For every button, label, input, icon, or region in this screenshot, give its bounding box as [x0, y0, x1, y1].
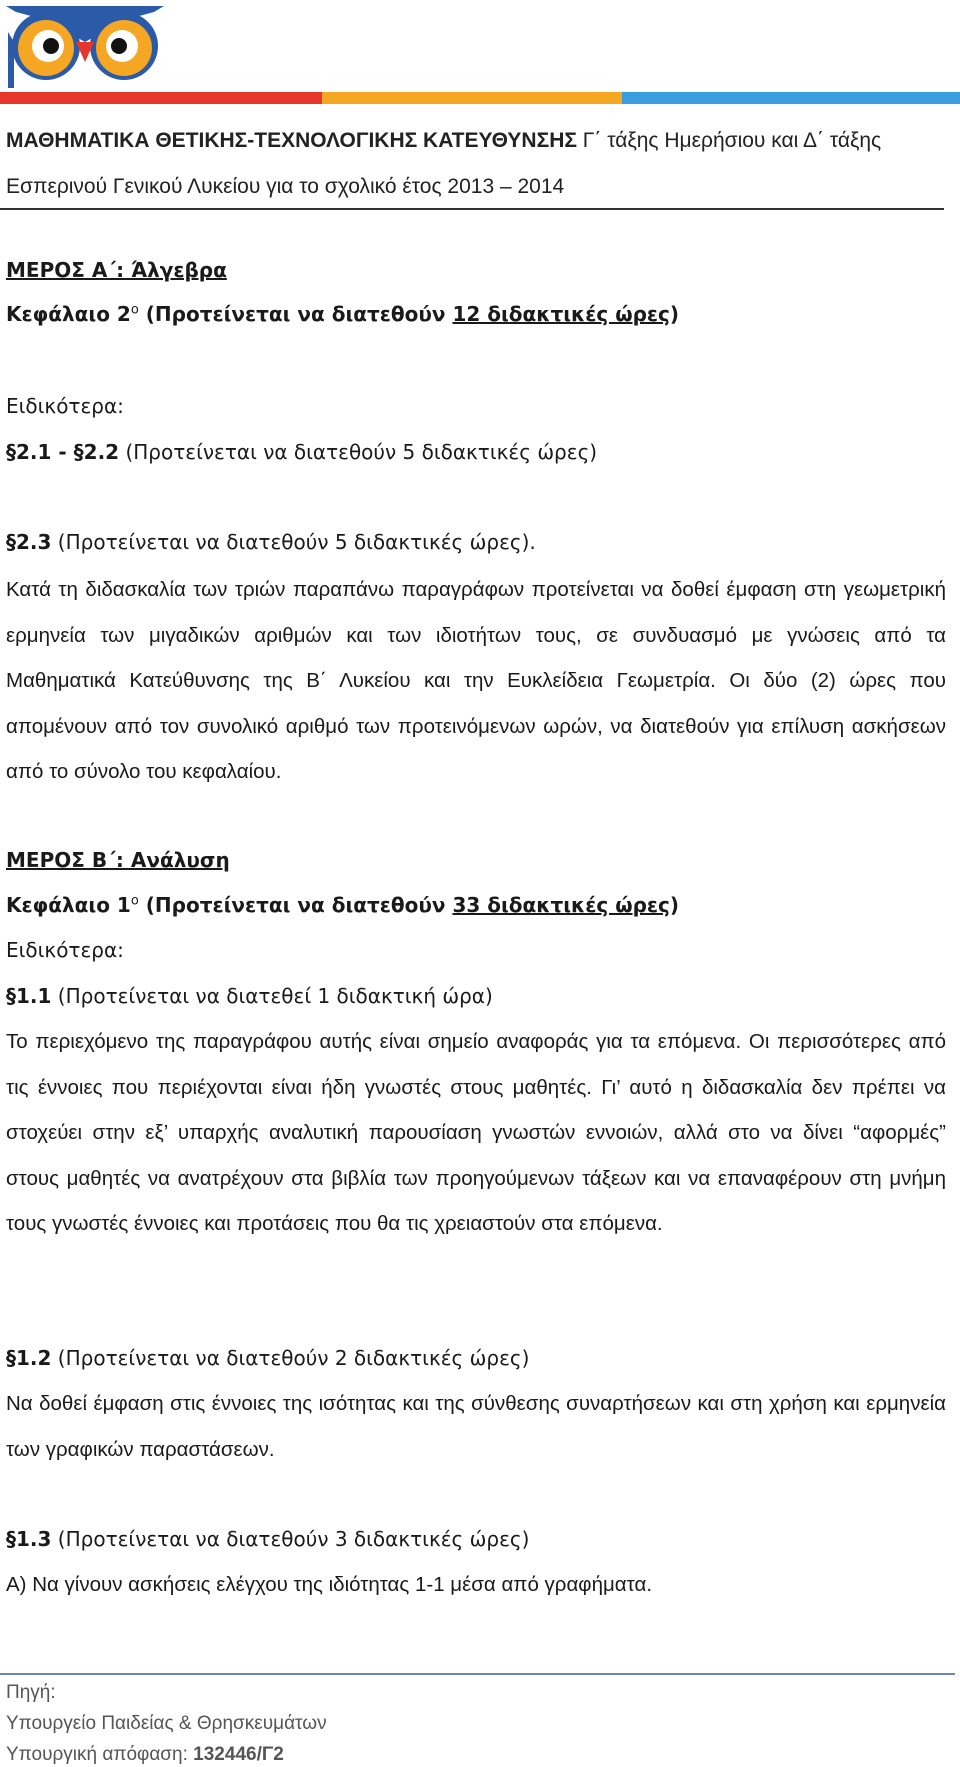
part-b-chapter-post: ) — [669, 893, 680, 917]
section-num-2-3: 2.3 — [16, 530, 52, 554]
color-bar-orange-segment — [322, 92, 622, 104]
section-num-1-1: 1.1 — [16, 984, 52, 1008]
footer-divider — [0, 1673, 955, 1675]
document-title-bold: ΜΑΘΗΜΑΤΙΚΑ ΘΕΤΙΚΗΣ-ΤΕΧΝΟΛΟΓΙΚΗΣ ΚΑΤΕΥΘΥΝΣΗΣ — [6, 129, 577, 152]
part-b-section-1-3 — [6, 1527, 529, 1551]
part-a-heading: ΜΕΡΟΣ Α΄: Άλγεβρα — [6, 258, 227, 282]
part-a-chapter-sup: ο — [130, 302, 139, 318]
footer-decision — [6, 1744, 284, 1766]
section-text: (Προτείνεται να διατεθούν 5 διδακτικές ώρες) — [119, 440, 598, 464]
part-b-chapter-hours: 33 διδακτικές ώρες — [452, 893, 670, 917]
section-text: (Προτείνεται να διατεθεί 1 διδακτική ώρα) — [51, 984, 493, 1008]
section-symbol: § — [6, 1346, 16, 1370]
section-text: (Προτείνεται να διατεθούν 5 διδακτικές ώρες). — [51, 530, 536, 554]
section-num-2-1: 2.1 — [16, 440, 52, 464]
part-b-chapter-sup: ο — [130, 893, 139, 909]
document-title — [6, 118, 946, 210]
section-num-2-2: 2.2 — [83, 440, 120, 464]
section-1-3-body: Α) Να γίνουν ασκήσεις ελέγχου της ιδιότητας 1-1 μέσα από γραφήματα. — [6, 1573, 653, 1596]
footer-decision-num: 132446/Γ2 — [193, 1744, 284, 1765]
part-a-paragraph: Κατά τη διδασκαλία των τριών παραπάνω παραγράφων προτείνεται να δοθεί έμφαση στη γεωμετρική ερμηνεία των μιγαδικών αριθμών και των ιδιοτήτων τους, σε συνδυασμό με γνώσεις από τα Μαθηματικά Κατεύθυνσης της Β΄ Λυκείου και την Ευκλείδεια Γεωμετρία. Οι δύο (2) ώρες που απομένουν από τον συνολικό αριθμό των προτεινόμενων ωρών, να διατεθούν για επίλυση ασκήσεων από το σύνολο του κεφαλαίου. — [6, 578, 946, 783]
part-b-chapter-pre: Κεφάλαιο 1 — [6, 893, 131, 917]
part-b-specifically: Ειδικότερα: — [6, 938, 124, 962]
part-a-section-2-3 — [6, 530, 536, 554]
section-1-1-body: Το περιεχόμενο της παραγράφου αυτής είναι σημείο αναφοράς για τα επόμενα. Οι περισσότερες από τις έννοιες που περιέχονται είναι ήδη γνωστές στους μαθητές. Γι’ αυτό η διδασκαλία δεν πρέπει να στοχεύει στην εξ’ υπαρχής αναλυτική παρουσίαση γνωστών εννοιών, αλλά στο να δίνει “αφορμές” στους μαθητές να ανατρέχουν στα βιβλία των προηγούμενων τάξεων και να επαναφέρουν στη μνήμη τους γνωστές έννοιες και προτάσεις που θα τις χρειαστούν στα επόμενα. — [6, 1030, 946, 1235]
part-b-chapter-mid: (Προτείνεται να διατεθούν — [138, 893, 453, 917]
footer-source-label: Πηγή: — [6, 1682, 56, 1703]
section-text: (Προτείνεται να διατεθούν 3 διδακτικές ώρες) — [51, 1527, 530, 1551]
part-a-chapter-hours: 12 διδακτικές ώρες — [452, 302, 670, 326]
section-symbol: § — [6, 984, 16, 1008]
part-b-heading: ΜΕΡΟΣ Β΄: Ανάλυση — [6, 848, 230, 872]
owl-logo-icon — [4, 2, 166, 90]
section-symbol: § — [6, 1527, 16, 1551]
part-b-chapter — [6, 893, 679, 917]
color-bar-blue-segment — [622, 92, 960, 104]
header-divider — [0, 208, 944, 210]
footer-decision-label: Υπουργική απόφαση: — [6, 1744, 194, 1765]
part-a-chapter — [6, 302, 679, 326]
part-b-section-1-2 — [6, 1346, 529, 1370]
section-num-1-3: 1.3 — [16, 1527, 52, 1551]
part-a-chapter-post: ) — [669, 302, 680, 326]
section-text: (Προτείνεται να διατεθούν 2 διδακτικές ώρες) — [51, 1346, 530, 1370]
section-sep: - § — [51, 440, 84, 464]
footer-ministry: Υπουργείο Παιδείας & Θρησκευμάτων — [6, 1713, 327, 1734]
part-a-specifically: Ειδικότερα: — [6, 394, 124, 418]
part-a-chapter-pre: Κεφάλαιο 2 — [6, 302, 131, 326]
section-symbol: § — [6, 530, 16, 554]
document-title-rest: Γ΄ τάξης Ημερήσιου και Δ΄ τάξης Εσπερινού Γενικού Λυκείου για το σχολικό έτος 2013 – 2014 — [6, 129, 882, 198]
section-num-1-2: 1.2 — [16, 1346, 52, 1370]
part-a-chapter-mid: (Προτείνεται να διατεθούν — [138, 302, 453, 326]
header-color-bar — [0, 92, 960, 104]
part-b-section-1-1 — [6, 984, 493, 1008]
section-1-2-body: Να δοθεί έμφαση στις έννοιες της ισότητας και της σύνθεσης συναρτήσεων και στη χρήση και ερμηνεία των γραφικών παραστάσεων. — [6, 1392, 946, 1461]
part-a-section-2-1 — [6, 440, 597, 464]
color-bar-red-segment — [0, 92, 322, 104]
section-symbol: § — [6, 440, 16, 464]
